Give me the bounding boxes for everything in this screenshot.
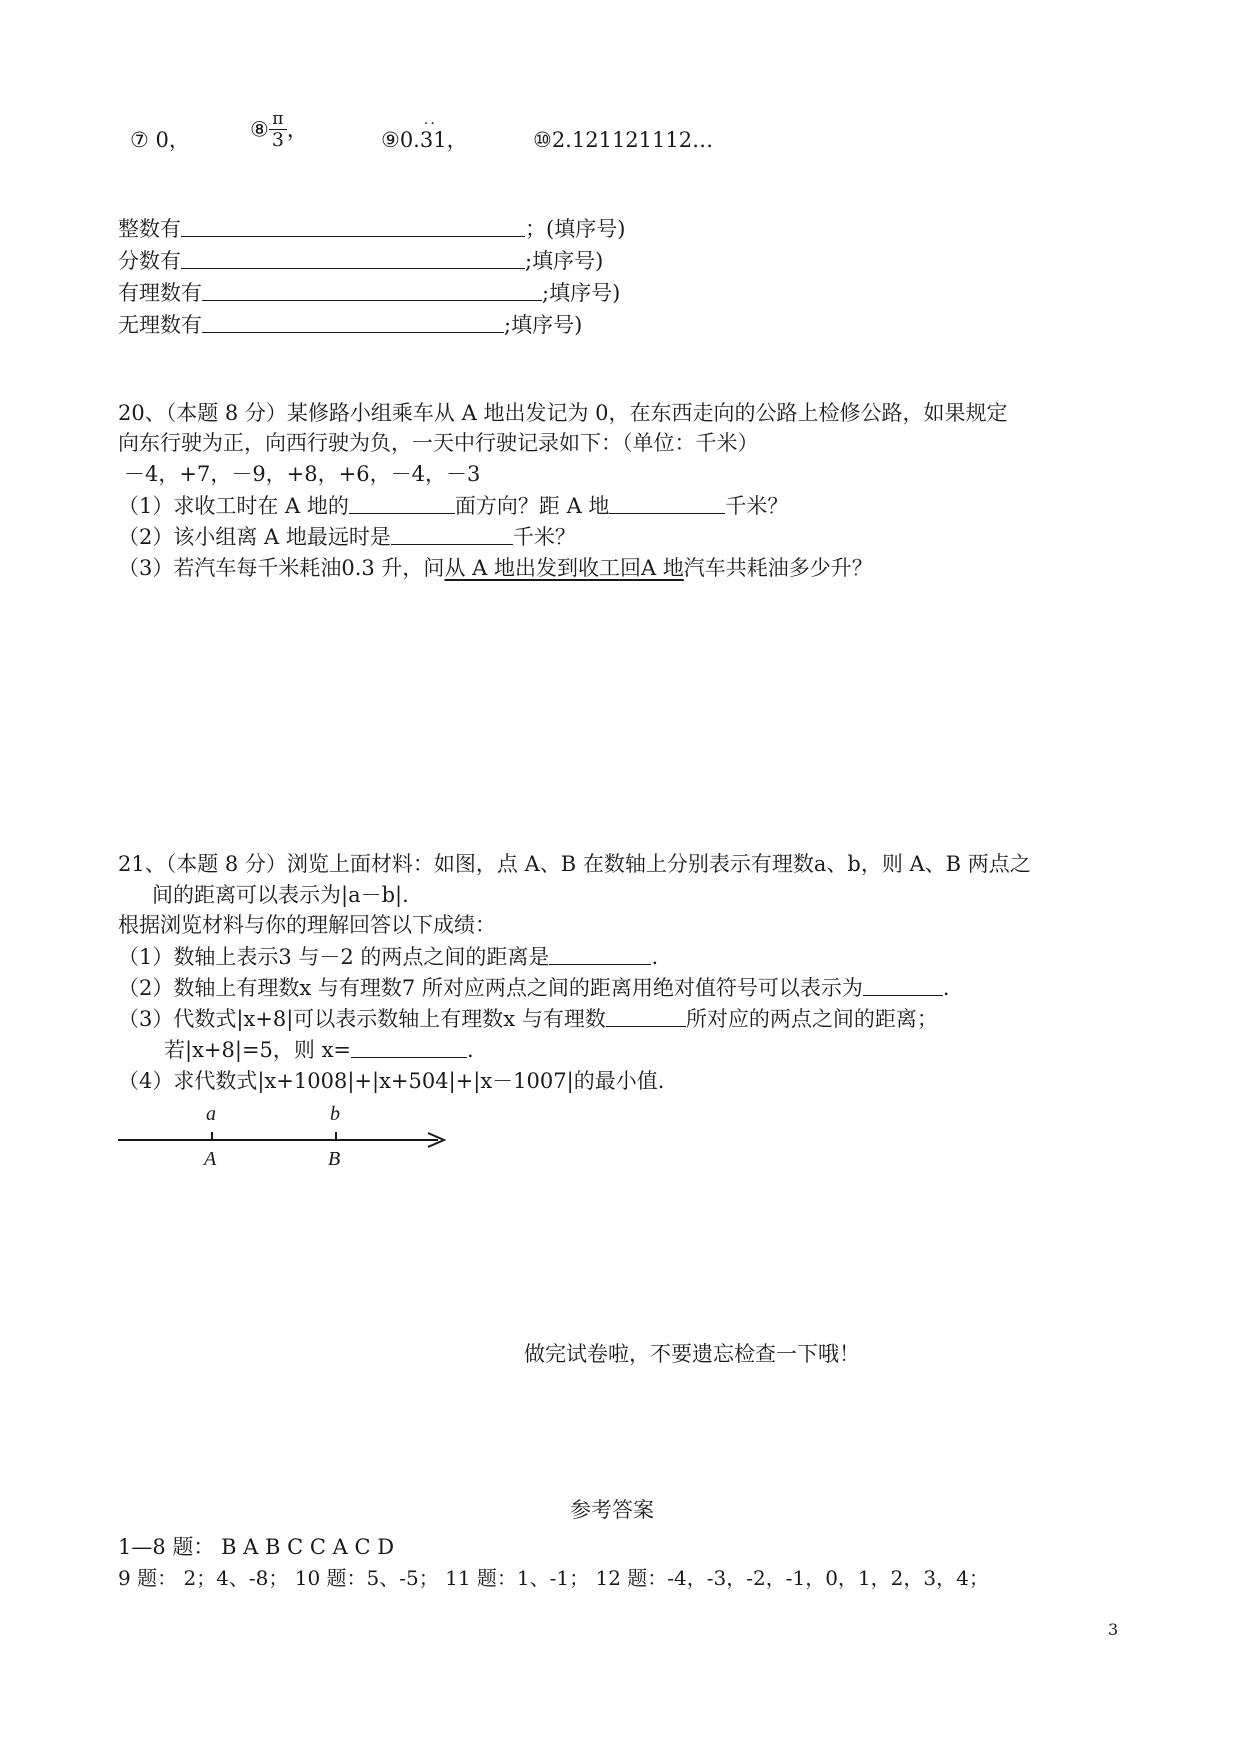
q19-row-rationals (118, 280, 620, 306)
q21-part-3 (118, 1006, 938, 1032)
part-text: 汽车共耗油多少升？ (683, 556, 873, 580)
q19-item-8-suffix: ， (286, 117, 308, 142)
number-line-figure (110, 1098, 455, 1174)
label-b-lower: b (330, 1103, 340, 1125)
row-suffix: ；(填序号) (525, 216, 626, 241)
answer-blank[interactable] (349, 493, 455, 514)
repeating-dots: ·· (423, 116, 437, 132)
q21-line-3: 根据浏览材料与你的理解回答以下成绩： (118, 913, 496, 937)
part-text: （3）代数式|x+8|可以表示数轴上有理数x 与有理数 (118, 1006, 606, 1031)
part-text: 千米？ (725, 493, 789, 518)
q21-line-1: 21、（本题 8 分）浏览上面材料：如图，点 A、B 在数轴上分别表示有理数a、b，则 A、B 两点之 (118, 852, 1031, 876)
q19-item-8 (250, 110, 308, 151)
q20-part-2 (118, 524, 576, 550)
part-text: （1）求收工时在 A 地的 (118, 493, 349, 518)
fraction-denominator: 3 (271, 128, 284, 151)
part-text: 所对应的两点之间的距离； (685, 1006, 938, 1031)
q19-item-7: ⑦ 0， (130, 128, 190, 152)
q19-item-8-prefix: ⑧ (250, 117, 269, 142)
q20-part-1 (118, 493, 788, 519)
q20-part-3 (118, 556, 873, 581)
answer-blank[interactable] (351, 1037, 467, 1058)
q19-row-irrationals (118, 312, 582, 338)
answer-blank[interactable] (609, 493, 725, 514)
q20-line-1: 20、（本题 8 分）某修路小组乘车从 A 地出发记为 0，在东西走向的公路上检修公路，如果规定 (118, 401, 1008, 425)
page-number: 3 (1108, 1620, 1119, 1639)
part-text: （2）数轴上有理数x 与有理数7 所对应两点之间的距离用绝对值符号可以表示为 (118, 975, 863, 1000)
fraction-numerator: π (269, 110, 287, 130)
answer-blank[interactable] (606, 1006, 686, 1027)
q19-row-fractions (118, 248, 603, 274)
q19-item-10: ⑩2.121121112… (533, 128, 714, 152)
underlined-phrase: 从 A 地出发到收工回A 地 (444, 556, 684, 580)
part-text: （1）数轴上表示3 与－2 的两点之间的距离是 (118, 944, 550, 969)
part-text: （2）该小组离 A 地最远时是 (118, 524, 391, 549)
q21-part-3-condition (164, 1037, 474, 1063)
q19-item-9 (381, 116, 468, 153)
q20-record: －4，+7，－9，+8，+6，－4，－3 (124, 462, 481, 486)
answers-line-2: 9 题： 2；4、-8； 10 题：5、-5； 11 题：1、-1； 12 题：-4，-3，-2，-1，0，1，2，3，4； (118, 1566, 989, 1590)
q20-line-2: 向东行驶为正，向西行驶为负，一天中行驶记录如下：（单位：千米） (118, 431, 759, 455)
label-a-upper: A (204, 1148, 217, 1170)
row-suffix: ;填序号) (504, 312, 583, 337)
repeating-digits: 31 (419, 128, 447, 152)
q21-line-2: 间的距离可以表示为|a－b|. (152, 883, 409, 907)
answer-blank[interactable] (181, 216, 525, 237)
label-a-lower: a (206, 1103, 216, 1125)
q19-item-9-suffix: ， (446, 128, 468, 152)
part-text: （3）若汽车每千米耗油0.3 升，问 (118, 556, 445, 580)
answer-blank[interactable] (863, 975, 943, 996)
q21-part-4: （4）求代数式|x+1008|+|x+504|+|x－1007|的最小值. (118, 1069, 665, 1093)
reminder-text: 做完试卷啦，不要遗忘检查一下哦！ (524, 1342, 860, 1366)
answer-blank[interactable] (391, 524, 513, 545)
part-text: 若|x+8|=5，则 x= (164, 1037, 352, 1062)
row-label: 分数有 (118, 248, 181, 273)
row-label: 无理数有 (118, 312, 202, 337)
label-b-upper: B (328, 1148, 341, 1170)
part-text: . (467, 1037, 474, 1062)
answer-blank[interactable] (202, 312, 504, 333)
answers-title: 参考答案 (570, 1498, 654, 1522)
repeating-decimal-digits (419, 116, 447, 153)
answer-blank[interactable] (202, 280, 542, 301)
part-text: . (942, 975, 950, 1000)
q19-row-integers (118, 216, 625, 242)
answer-blank[interactable] (181, 248, 525, 269)
row-label: 有理数有 (118, 280, 202, 305)
q21-part-2 (118, 975, 950, 1001)
part-text: 千米？ (512, 524, 576, 549)
row-label: 整数有 (118, 216, 181, 241)
q19-item-9-prefix: ⑨0. (381, 128, 420, 152)
row-suffix: ;填序号) (542, 280, 621, 305)
part-text: 面方向？距 A 地 (454, 493, 610, 518)
answers-line-1: 1—8 题： B A B C C A C D (118, 1535, 395, 1559)
part-text: . (651, 944, 659, 969)
answer-blank[interactable] (549, 944, 651, 965)
pi-over-3-fraction (269, 110, 287, 151)
row-suffix: ;填序号) (525, 248, 604, 273)
q21-part-1 (118, 944, 658, 970)
